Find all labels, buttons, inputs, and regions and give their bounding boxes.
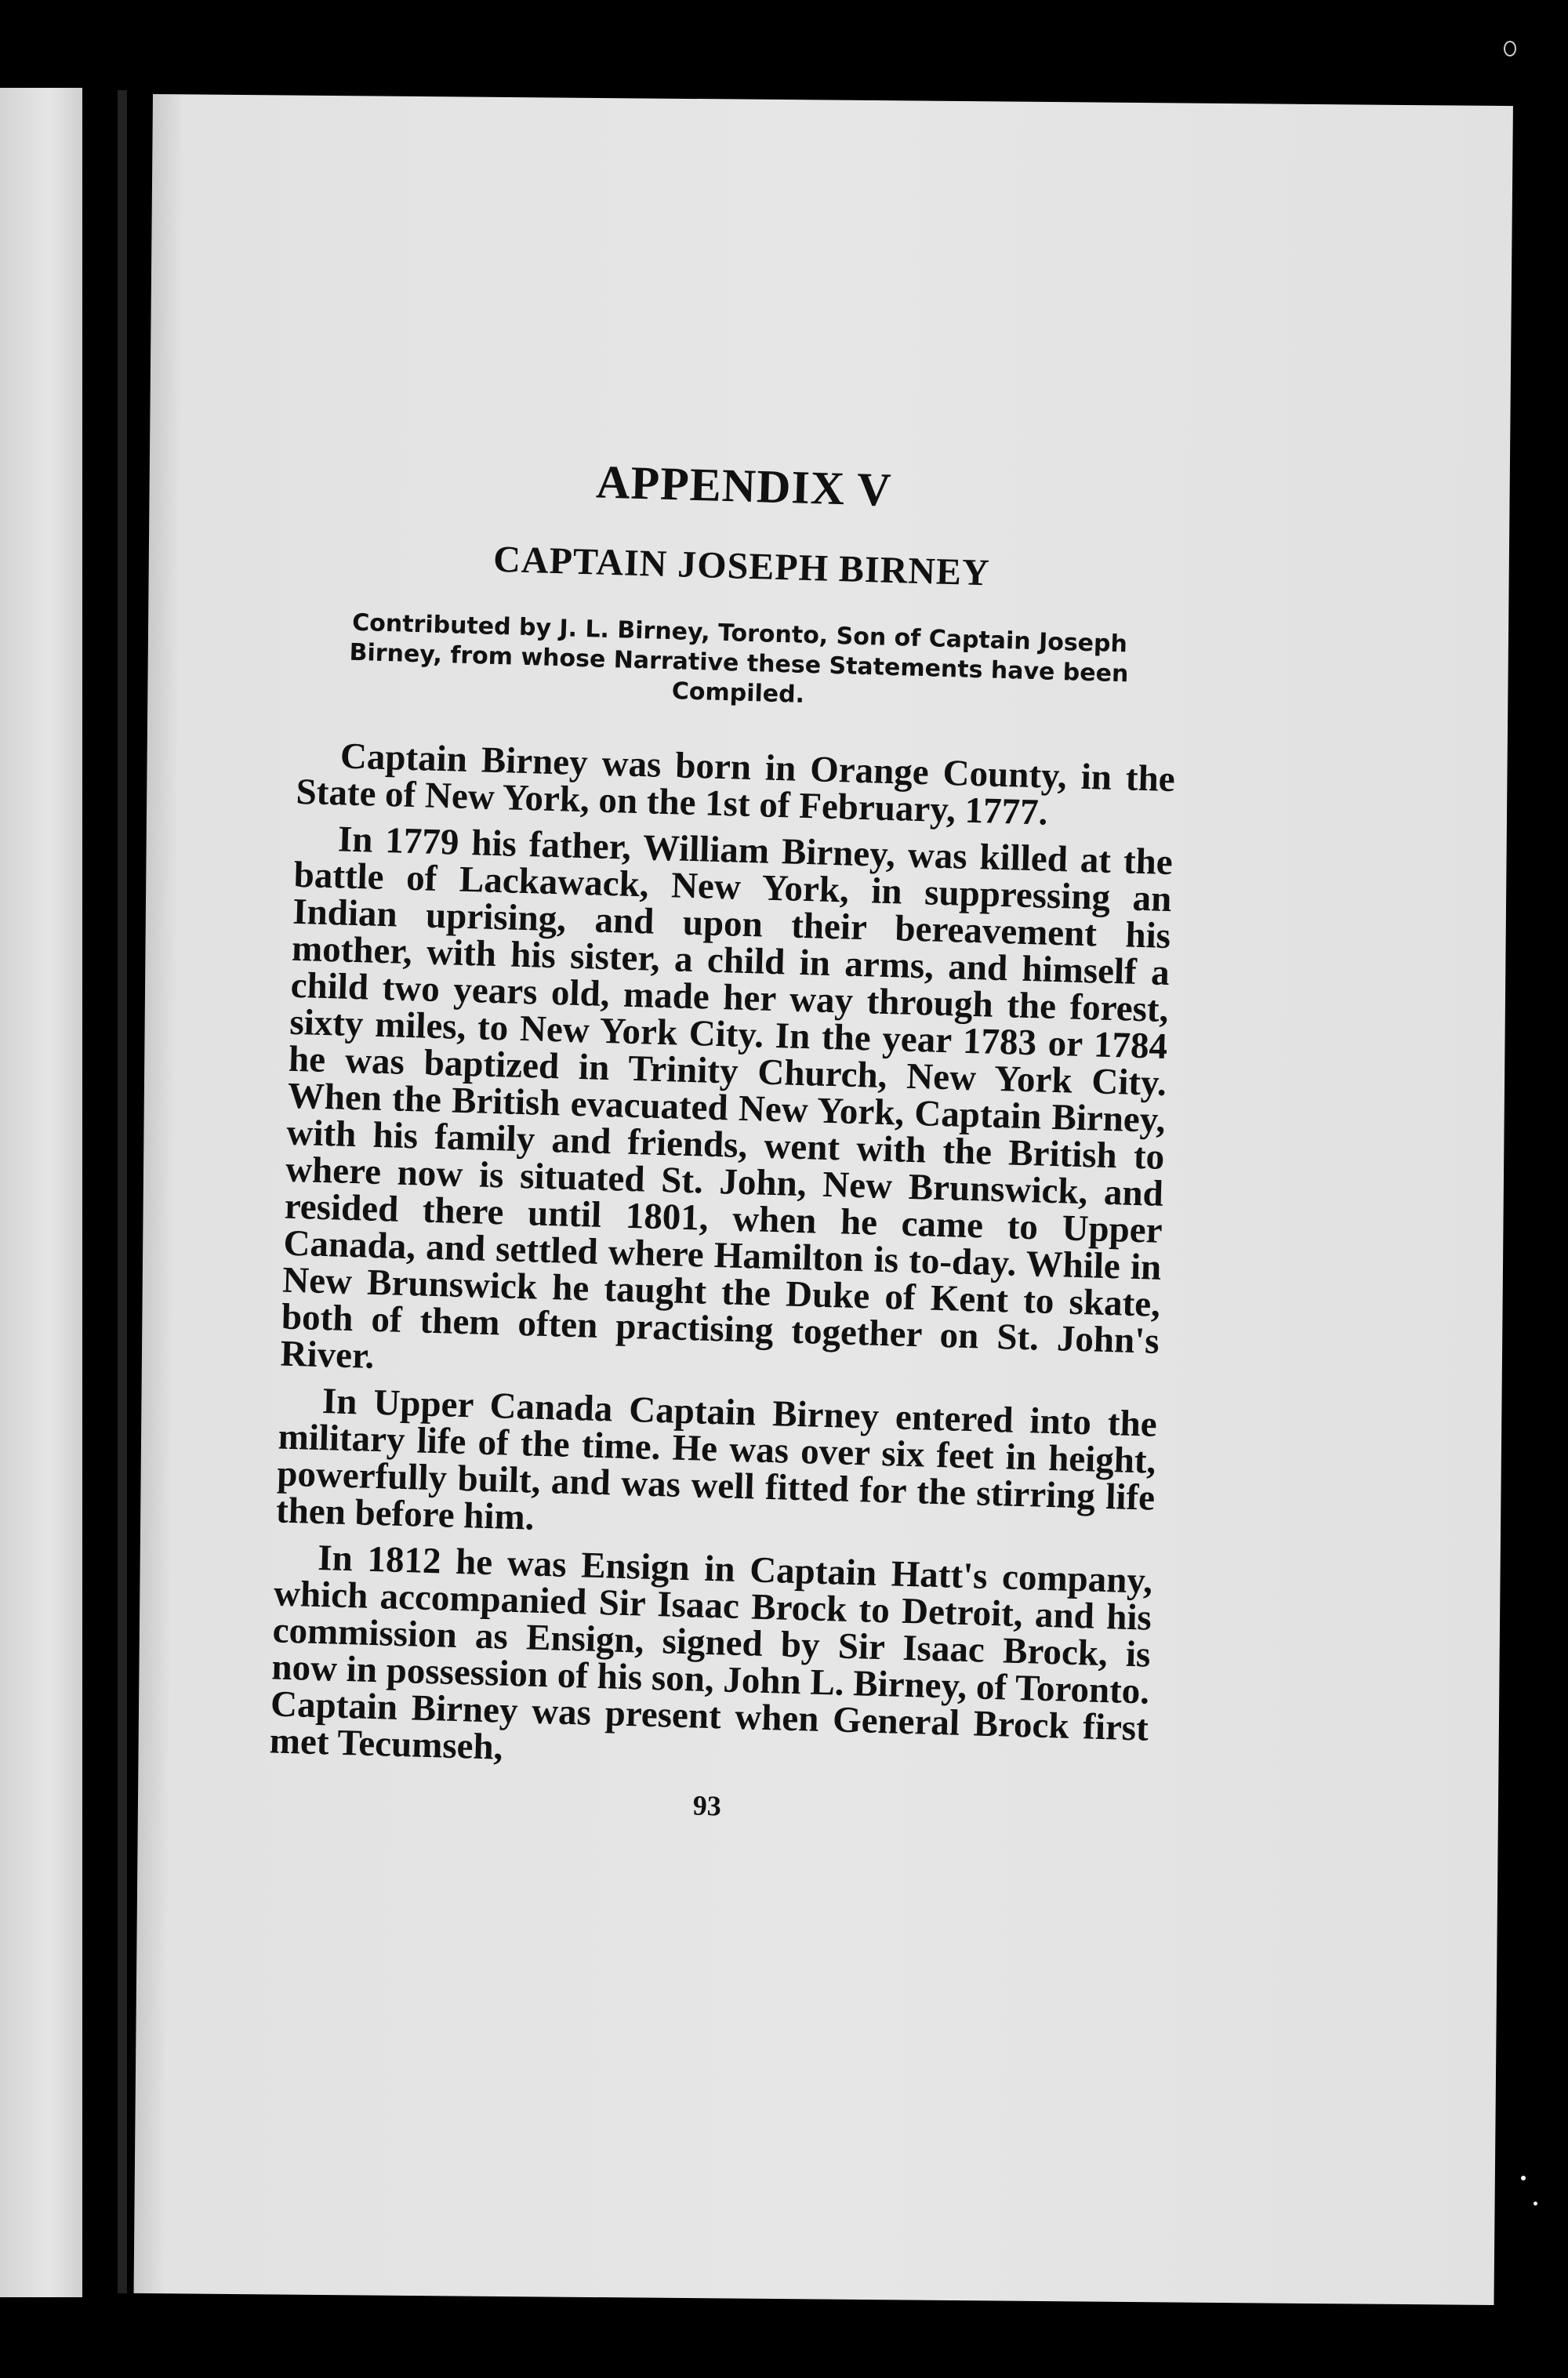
- appendix-heading: APPENDIX V: [595, 456, 893, 516]
- scan-speck-icon: [1504, 41, 1516, 56]
- chapter-title: CAPTAIN JOSEPH BIRNEY: [492, 538, 991, 594]
- scan-speck-icon: [1534, 2202, 1537, 2206]
- paragraph-3: In Upper Canada Captain Birney entered into the military life of the time. He was over six feet in height, powerfully built, and was well fitted for the stirring life then before him.: [275, 1381, 1158, 1538]
- attribution-note: Contributed by J. L. Birney, Toronto, Son of Captain Joseph Birney, from whose Narrative these Statements have been Compiled.: [349, 608, 1129, 709]
- book-spine-edge: [118, 90, 127, 2293]
- adjacent-page-strip: [0, 88, 82, 2297]
- paragraph-1: Captain Birney was born in Orange County, in the State of New York, on the 1st of February, 1777.: [295, 735, 1176, 833]
- paragraph-2: In 1779 his father, William Birney, was killed at the battle of Lackawack, New York, in suppressing an Indian uprising, and upon their bereavement his mother, with his sister, a child in arms, and himself a child two years old, made her way through the forest, sixty miles, to New York City. In the year 1783 or 1784 he was baptized in Trinity Church, New York City. When the British evacuated New York, Captain Birney, with his family and friends, went with the British to where now is situated St. John, New Brunswick, and resided there until 1801, when he came to Upper Canada, and settled where Hamilton is to-day. While in New Brunswick he taught the Duke of Kent to skate, both of them often practising together on St. John's River.: [279, 819, 1174, 1377]
- scan-speck-icon: [1521, 2176, 1526, 2180]
- paragraph-4: In 1812 he was Ensign in Captain Hatt's company, which accompanied Sir Isaac Brock to Detroit, and his commission as Ensign, signed by Sir Isaac Brock, is now in possession of his son, John L. Birney, of Toronto. Captain Birney was present when General Brock first met Tecumseh,: [269, 1537, 1153, 1768]
- page-text-block: [267, 447, 1183, 1835]
- page-number: 93: [692, 1789, 722, 1822]
